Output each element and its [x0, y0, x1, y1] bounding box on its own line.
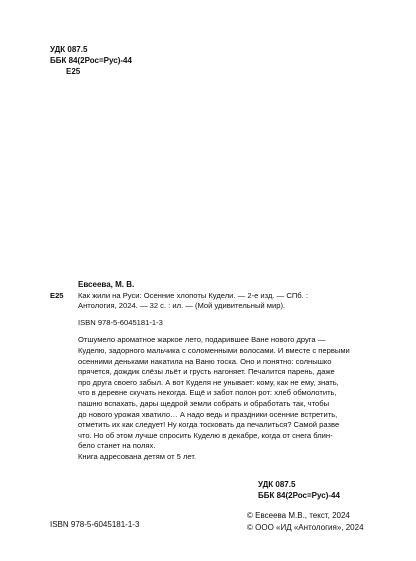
annotation-line: Отшумело ароматное жаркое лето, подарившее Ване нового друга —	[78, 335, 326, 345]
annotation-line: что. Но об этом лучше спросить Куделю в декабре, когда от снега блин-	[78, 430, 333, 440]
udk-code: УДК 087.5	[258, 480, 296, 489]
audience-note: Книга адресована детям от 5 лет.	[78, 451, 197, 461]
annotation-line: бело станет на полях.	[78, 441, 156, 451]
annotation-line: отметить их как следует! Ну когда тосковать да печалиться? Самой разве	[78, 420, 340, 430]
copyright-block	[247, 510, 364, 533]
record-author-mark: Е25	[50, 290, 64, 300]
annotation-line: до нового урожая хватило… А надо ведь и праздники осенние встретить,	[78, 409, 338, 419]
bbk-code: ББК 84(2Рос=Рус)-44	[50, 56, 132, 65]
copyright-line: © Евсеева М.В., текст, 2024	[247, 511, 350, 520]
bbk-code: ББК 84(2Рос=Рус)-44	[258, 491, 340, 500]
annotation-line: Куделю, задорного мальчика с соломенными волосами. И вместе с первыми	[78, 345, 350, 355]
author-mark: Е25	[66, 67, 81, 76]
annotation-line: пашню вспахать, дары щедрой земли собрать и обработать так, чтобы	[78, 398, 330, 408]
annotation-line: что в деревне скучать некогда. Ещё и забот полон рот: хлеб обмолотить,	[78, 388, 337, 398]
annotation-line: прячется, дождик слёзы льёт и грусть нагоняет. Печалится парень, даже	[78, 367, 335, 377]
record-title-line: Как жили на Руси: Осенние хлопоты Кудели. — 2-е изд. — СПб. :	[78, 290, 308, 300]
record-author: Евсеева, М. В.	[78, 280, 135, 289]
annotation-line: осенними деньками накатила на Ваню тоска. Оно и понятно: солнышко	[78, 356, 332, 366]
record-title	[78, 291, 308, 329]
top-classification-codes	[50, 44, 132, 77]
udk-code: УДК 087.5	[50, 45, 88, 54]
record-title-line: Антология, 2024. — 32 с. : ил. — (Мой удивительный мир).	[78, 301, 286, 311]
annotation	[50, 335, 370, 462]
annotation-line: про друга своего забыл. А вот Куделя не унывает: кому, как не ему, знать,	[78, 377, 339, 387]
isbn-footer: ISBN 978-5-6045181-1-3	[50, 520, 140, 529]
catalog-record	[50, 280, 370, 463]
copyright-line: © ООО «ИД «Антология», 2024	[247, 522, 364, 532]
record-isbn: ISBN 978-5-6045181-1-3	[78, 317, 163, 327]
bottom-classification-codes	[258, 479, 340, 501]
